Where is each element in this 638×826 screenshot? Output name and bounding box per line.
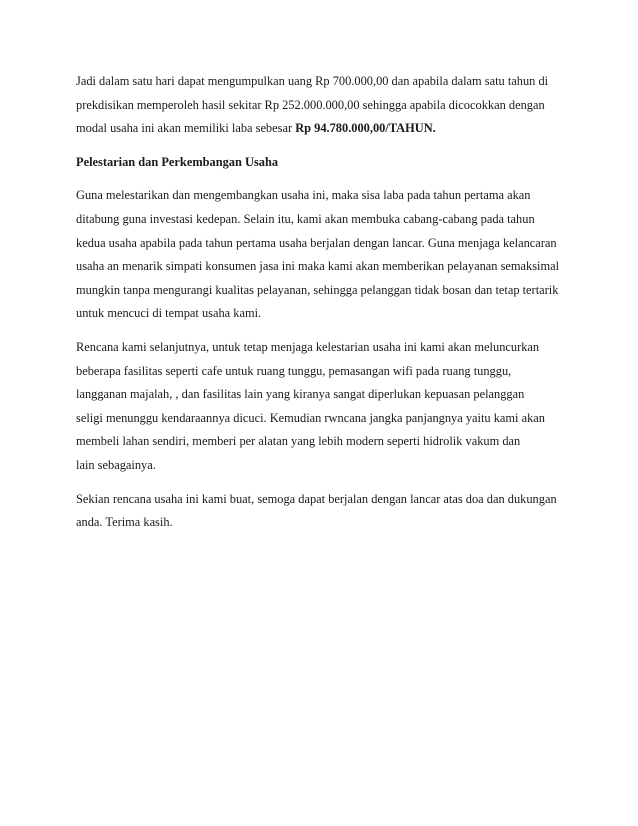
- text-line: prekdisikan memperoleh hasil sekitar Rp 252.000.000,00 sehingga apabila dicocokkan dengan: [76, 97, 545, 112]
- paragraph-plans: [76, 336, 576, 478]
- text-line: kedua usaha apabila pada tahun pertama usaha berjalan dengan lancar. Guna menjaga kelancaran: [76, 235, 557, 250]
- text-line: ditabung guna investasi kedepan. Selain itu, kami akan membuka cabang-cabang pada tahun: [76, 211, 535, 226]
- text-line: untuk mencuci di tempat usaha kami.: [76, 306, 262, 321]
- text-line: beberapa fasilitas seperti cafe untuk ruang tunggu, pemasangan wifi pada ruang tunggu,: [76, 363, 512, 378]
- text-line: seligi menunggu kendaraannya dicuci. Kemudian rwncana jangka panjangnya yaitu kami akan: [76, 410, 545, 425]
- paragraph-profit: [76, 70, 576, 141]
- text-line: langganan majalah, , dan fasilitas lain yang kiranya sangat diperlukan kepuasan pelanggan: [76, 387, 525, 402]
- text-line: Rencana kami selanjutnya, untuk tetap menjaga kelestarian usaha ini kami akan meluncurkan: [76, 339, 540, 354]
- text-line: Sekian rencana usaha ini kami buat, semoga dapat berjalan dengan lancar atas doa dan dukungan: [76, 491, 557, 506]
- paragraph-closing: [76, 488, 576, 535]
- text-line-prefix: modal usaha ini akan memiliki laba sebesar: [76, 121, 296, 136]
- section-heading: Pelestarian dan Perkembangan Usaha: [76, 154, 279, 169]
- profit-amount: Rp 94.780.000,00/TAHUN.: [295, 121, 436, 136]
- document-body: [76, 70, 576, 545]
- text-line: mungkin tanpa mengurangi kualitas pelayanan, sehingga pelanggan tidak bosan dan tetap tertarik: [76, 282, 559, 297]
- text-line: membeli lahan sendiri, memberi per alatan yang lebih modern seperti hidrolik vakum dan: [76, 434, 521, 449]
- text-line: Jadi dalam satu hari dapat mengumpulkan uang Rp 700.000,00 dan apabila dalam satu tahun di: [76, 74, 549, 88]
- paragraph-preservation: [76, 184, 576, 326]
- text-line: usaha an menarik simpati konsumen jasa ini maka kami akan memberikan pelayanan semaksimal: [76, 259, 560, 274]
- text-line: anda. Terima kasih.: [76, 515, 173, 530]
- text-line: lain sebagainya.: [76, 457, 156, 472]
- text-line: [76, 117, 576, 141]
- text-line: Guna melestarikan dan mengembangkan usaha ini, maka sisa laba pada tahun pertama akan: [76, 188, 531, 203]
